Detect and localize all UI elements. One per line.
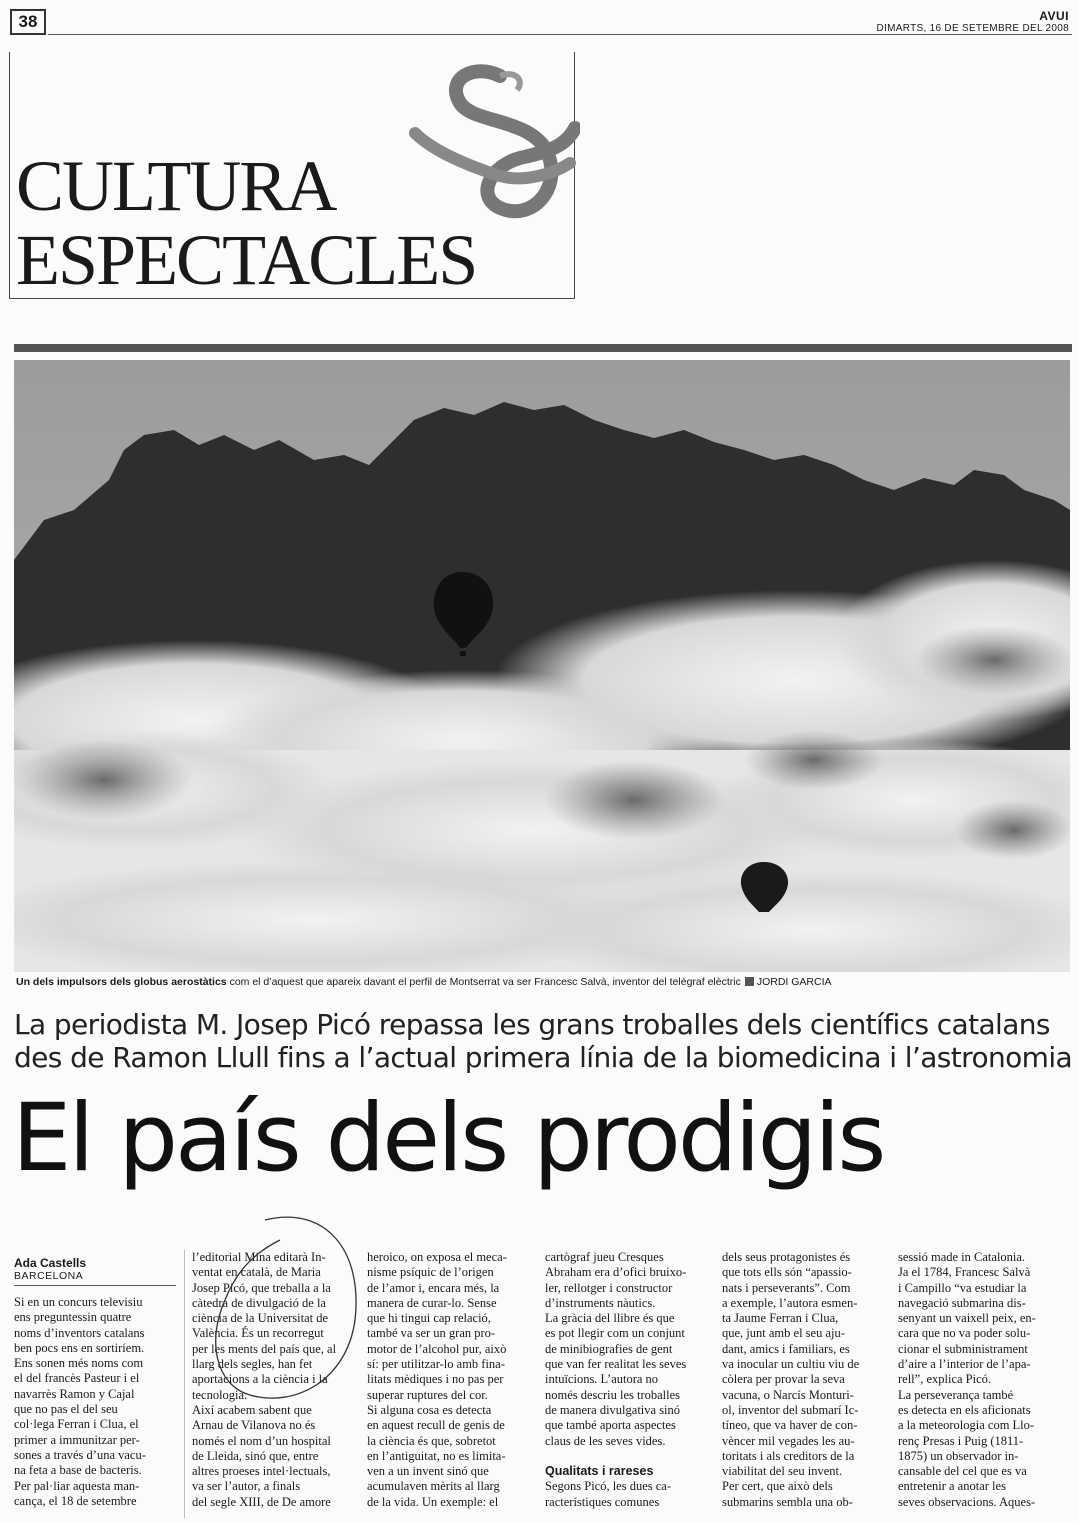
- text-line: per les ments del país que, al: [192, 1341, 337, 1356]
- text-line: ciència de la Universitat de: [192, 1311, 329, 1326]
- text-line: na feta a base de bacteris.: [14, 1463, 142, 1478]
- text-line: sessió made in Catalonia.: [898, 1250, 1026, 1264]
- text-line: superar ruptures del cor.: [367, 1387, 488, 1402]
- text-line: ler, rellotger i constructor: [545, 1280, 673, 1295]
- article-subheading: Qualitats i rareses: [545, 1464, 654, 1479]
- text-line: cionar el subministrament: [898, 1341, 1028, 1356]
- text-line: dels seus protagonistes és: [722, 1250, 851, 1264]
- text-line: acumulaven mèrits al llarg: [367, 1479, 500, 1494]
- text-line: sones a través d’una vacu-: [14, 1447, 146, 1462]
- text-line: Si en un concurs televisiu: [14, 1295, 143, 1309]
- text-line: viabilitat del seu invent.: [722, 1464, 843, 1479]
- text-line: es pot llegir com un conjunt: [545, 1326, 685, 1341]
- text-line: motor de l’alcohol pur, això: [367, 1341, 507, 1356]
- text-line: racterístiques comunes: [545, 1494, 660, 1509]
- text-line: aportacions a la ciència i la: [192, 1372, 328, 1387]
- text-line: en aquest recull de genis de: [367, 1418, 505, 1433]
- article-subhead-line1: La periodista M. Josep Picó repassa les grans troballes dels científics catalans: [14, 1008, 1050, 1041]
- article-subhead-line2: des de Ramon Llull fins a l’actual primera línia de la biomedicina i l’astronomia: [14, 1041, 1073, 1074]
- text-line: de Lleida, sinó que, entre: [192, 1448, 319, 1463]
- text-line: va inocular un cultiu viu de: [722, 1357, 860, 1372]
- text-line: a exemple, l’autora esmen-: [722, 1295, 858, 1310]
- text-line: a la meteorologia com Llo-: [898, 1418, 1035, 1433]
- text-line: litats mèdiques i no pas per: [367, 1372, 504, 1387]
- text-line: ventat en català, de Maria: [192, 1265, 321, 1280]
- photo-caption: [16, 976, 1066, 988]
- text-line: sí: per utilitzar-lo amb fina-: [367, 1357, 505, 1372]
- pen-circle-mark: [205, 1210, 365, 1410]
- text-line: de la vida. Un exemple: el: [367, 1494, 499, 1509]
- text-line: que no pas el del seu: [14, 1402, 118, 1417]
- header-rule: [48, 34, 1072, 35]
- credit-square-icon: [745, 977, 754, 986]
- text-line: la ciència és que, sobretot: [367, 1433, 496, 1448]
- text-line: heroico, on exposa el meca-: [367, 1250, 507, 1264]
- text-line: noms d’inventors catalans: [14, 1325, 145, 1340]
- text-line: ta Jaume Ferran i Clua,: [722, 1311, 839, 1326]
- text-line: navegació submarina dis-: [898, 1295, 1026, 1310]
- text-line: València. És un recorregut: [192, 1326, 324, 1341]
- text-line: primer a immunitzar per-: [14, 1432, 140, 1447]
- issue-date: DIMARTS, 16 DE SETEMBRE DEL 2008: [876, 23, 1069, 34]
- text-line: que hi tingui cap relació,: [367, 1311, 491, 1326]
- text-line: Josep Picó, que treballa a la: [192, 1280, 331, 1295]
- text-line: l’editorial Mina editarà In-: [192, 1250, 326, 1264]
- section-title-line1: CULTURA: [16, 146, 336, 226]
- byline-rule: [14, 1285, 176, 1286]
- text-line: [545, 1449, 710, 1464]
- text-line: navarrès Ramon y Cajal: [14, 1386, 135, 1401]
- photo-top-rule: [14, 344, 1072, 352]
- text-line: còlera per provar la seva: [722, 1372, 845, 1387]
- text-line: en l’antiguitat, no es limita-: [367, 1448, 506, 1463]
- text-line: Segons Picó, les dues ca-: [545, 1479, 672, 1494]
- text-line: claus de les seves vides.: [545, 1433, 666, 1448]
- text-line: Ens sonen més noms com: [14, 1356, 144, 1371]
- text-line: submarins sembla una ob-: [722, 1494, 853, 1509]
- text-line: va ser l’autor, a finals: [192, 1479, 301, 1494]
- text-line: ben pocs ens en sortiríem.: [14, 1340, 145, 1355]
- text-line: cança, el 18 de setembre: [14, 1493, 137, 1508]
- text-line: vacuna, o Narcís Monturi-: [722, 1387, 854, 1402]
- article-column-5: [722, 1250, 886, 1510]
- article-column-6: [898, 1250, 1060, 1510]
- text-line: entretenir a anotar les: [898, 1479, 1006, 1494]
- column-divider: [184, 1250, 185, 1518]
- text-line: només el nom d’un hospital: [192, 1433, 331, 1448]
- text-line: Així acabem sabent que: [192, 1402, 312, 1417]
- page-number: 38: [10, 9, 46, 35]
- author-name: Ada Castells: [14, 1256, 87, 1270]
- text-line: i Campillo “va estudiar la: [898, 1280, 1027, 1295]
- text-line: renç Presas i Puig (1811-: [898, 1433, 1024, 1448]
- text-line: col·lega Ferran i Clua, el: [14, 1417, 139, 1432]
- text-line: d’instruments nàutics.: [545, 1295, 656, 1310]
- text-line: senyant un vaixell peix, en-: [898, 1311, 1036, 1326]
- text-line: rell”, explica Picó.: [898, 1372, 992, 1387]
- photo-credit: JORDI GARCIA: [756, 976, 832, 988]
- article-column-1: [14, 1295, 176, 1509]
- text-line: llarg dels segles, han fet: [192, 1357, 313, 1372]
- text-line: altres proeses intel·lectuals,: [192, 1464, 331, 1479]
- ampersand-ornament-icon: [405, 58, 580, 228]
- text-line: nats i perseverants”. Com: [722, 1280, 851, 1295]
- text-line: toritats i als creditors de la: [722, 1448, 855, 1463]
- text-line: del segle XIII, de De amore: [192, 1494, 331, 1509]
- text-line: que també aporta aspectes: [545, 1418, 676, 1433]
- text-line: La perseverança també: [898, 1387, 1014, 1402]
- text-line: tecnologia.: [192, 1387, 248, 1402]
- text-line: de minibiografies de gent: [545, 1341, 673, 1356]
- text-line: vèncer mil vegades les au-: [722, 1433, 855, 1448]
- text-line: Per cert, que això dels: [722, 1479, 833, 1494]
- text-line: només descriu les troballes: [545, 1387, 681, 1402]
- text-line: Abraham era d’ofici bruixo-: [545, 1265, 687, 1280]
- text-line: que van fer realitat les seves: [545, 1357, 687, 1372]
- text-line: La gràcia del llibre és que: [545, 1311, 675, 1326]
- text-line: nisme psíquic de l’origen: [367, 1265, 494, 1280]
- text-line: Arnau de Vilanova no és: [192, 1418, 316, 1433]
- article-column-3: [367, 1250, 533, 1510]
- text-line: el del francès Pasteur i el: [14, 1371, 140, 1386]
- text-line: 1875) un observador in-: [898, 1448, 1019, 1463]
- text-line: dant, amics i familiars, es: [722, 1341, 850, 1356]
- text-line: cara que no va poder solu-: [898, 1326, 1031, 1341]
- text-line: ens preguntessin quatre: [14, 1310, 132, 1325]
- text-line: Si alguna cosa es detecta: [367, 1402, 492, 1417]
- text-line: es detecta en els aficionats: [898, 1402, 1031, 1417]
- dateline-location: BARCELONA: [14, 1270, 84, 1282]
- text-line: intuïcions. L’autora no: [545, 1372, 659, 1387]
- text-line: que tots ells són “apassio-: [722, 1265, 852, 1280]
- text-line: de l’amor i, encara més, la: [367, 1280, 500, 1295]
- text-line: també va ser un gran pro-: [367, 1326, 496, 1341]
- caption-lead: Un dels impulsors dels globus aerostàtics: [16, 976, 227, 988]
- text-line: de manera divulgativa sinó: [545, 1402, 681, 1417]
- text-line: Ja el 1784, Francesc Salvà: [898, 1265, 1031, 1280]
- article-column-4: [545, 1250, 710, 1510]
- text-line: seves observacions. Aques-: [898, 1494, 1036, 1509]
- text-line: d’aire a l’interior de l’apa-: [898, 1357, 1031, 1372]
- text-line: que, junt amb el seu aju-: [722, 1326, 845, 1341]
- text-line: cansable del cel que es va: [898, 1464, 1027, 1479]
- text-line: manera de curar-lo. Sense: [367, 1295, 497, 1310]
- caption-text: com el d’aquest que apareix davant el perfil de Montserrat va ser Francesc Salvà, inventor del telègraf elèctric: [229, 976, 741, 988]
- montserrat-balloon-photo: [14, 360, 1070, 972]
- text-line: càtedra de divulgació de la: [192, 1295, 326, 1310]
- text-line: cartògraf jueu Cresques: [545, 1250, 664, 1264]
- text-line: ol, inventor del submarí Ic-: [722, 1402, 859, 1417]
- text-line: tíneo, que va haver de con-: [722, 1418, 858, 1433]
- text-line: ven a un invent sinó que: [367, 1464, 489, 1479]
- text-line: Per pal·liar aquesta man-: [14, 1478, 140, 1493]
- article-headline: El país dels prodigis: [12, 1084, 884, 1193]
- newspaper-name: AVUI: [1039, 9, 1069, 23]
- section-title-line2: ESPECTACLES: [16, 220, 477, 300]
